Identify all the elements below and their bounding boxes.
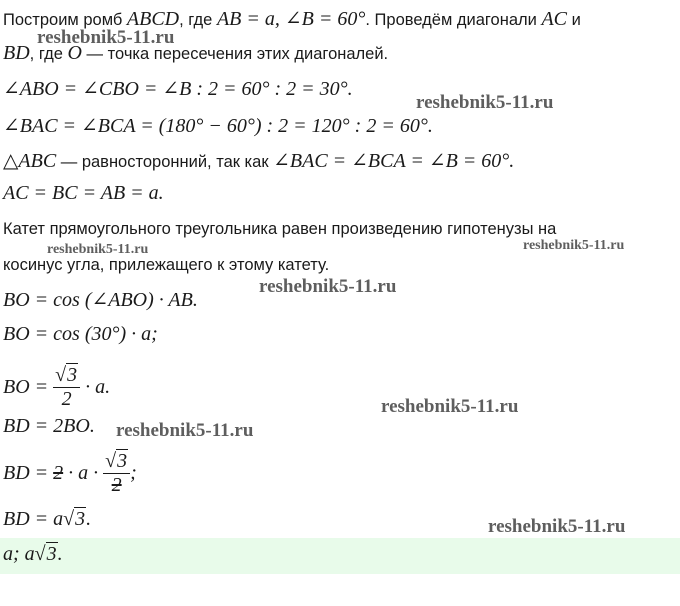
intro-text: Построим ромб: [3, 11, 127, 29]
sqrt-argument: 3: [117, 450, 128, 472]
equilateral-text: — равносторонний, так как: [56, 153, 274, 171]
fraction-numerator: [53, 364, 80, 388]
equation-lhs: BO =: [3, 376, 54, 399]
equation-lhs: BD =: [3, 462, 54, 485]
cancelled-two: 2: [53, 462, 64, 485]
sqrt-symbol: √: [105, 450, 117, 472]
equation-rhs: · a.: [80, 376, 111, 399]
watermark: reshebnik5-11.ru: [47, 242, 149, 257]
watermark: reshebnik5-11.ru: [523, 238, 625, 253]
equation-equilateral: [3, 148, 514, 173]
watermark: reshebnik5-11.ru: [116, 420, 254, 441]
intro-text: . Проведём диагонали: [365, 11, 542, 29]
sqrt-symbol: √: [63, 508, 75, 530]
watermark: reshebnik5-11.ru: [488, 516, 626, 537]
sqrt-argument: 3: [46, 543, 57, 565]
equation-bd-result: [3, 508, 91, 531]
angle-equality: ∠BAC = ∠BCA = ∠B = 60°.: [273, 150, 515, 172]
equation-lhs: BD = a: [3, 508, 64, 530]
intro-text: — точка пересечения этих диагоналей.: [81, 45, 389, 63]
watermark: reshebnik5-11.ru: [259, 276, 397, 297]
equation-angles-abo: ∠ABO = ∠CBO = ∠B : 2 = 60° : 2 = 30°.: [3, 78, 353, 100]
point-o: O: [67, 42, 82, 64]
rhombus-name: ABCD: [126, 8, 180, 30]
answer: [3, 543, 63, 566]
triangle-abc: △ABC: [3, 150, 57, 172]
intro-text: , где: [29, 45, 68, 63]
equation-bd-2bo: BD = 2BO.: [3, 415, 95, 437]
given-values: AB = a, ∠B = 60°: [216, 8, 366, 30]
equation-angles-bac: ∠BAC = ∠BCA = (180° − 60°) : 2 = 120° : 2 = 60°.: [3, 115, 433, 137]
equation-sides: AC = BC = AB = a.: [3, 182, 164, 204]
sqrt-symbol: √: [34, 543, 46, 565]
sqrt-symbol: √: [55, 364, 67, 386]
fraction-numerator: [103, 450, 130, 474]
intro-text: и: [567, 11, 581, 29]
sqrt: [35, 543, 58, 566]
sqrt-argument: 3: [67, 364, 78, 386]
fraction: [103, 450, 130, 495]
equation-end: .: [86, 508, 92, 530]
sqrt: [63, 508, 86, 531]
equation-middle: · a ·: [63, 462, 104, 485]
diagonal-bd: BD: [3, 42, 30, 64]
rule-line-2: косинус угла, прилежащего к этому катету.: [3, 256, 330, 274]
sqrt-argument: 3: [75, 508, 86, 530]
watermark: reshebnik5-11.ru: [416, 92, 554, 113]
sqrt: [55, 364, 78, 386]
equation-bo-fraction: [3, 366, 110, 411]
answer-end: .: [57, 543, 63, 565]
watermark: reshebnik5-11.ru: [37, 27, 175, 48]
equation-bo-30: BO = cos (30°) · a;: [3, 323, 158, 345]
equation-end: ;: [130, 462, 137, 485]
answer-prefix: a; a: [3, 543, 35, 565]
intro-text: , где: [179, 11, 217, 29]
diagonal-ac: AC: [541, 8, 567, 30]
equation-bd-fraction: [3, 452, 137, 497]
sqrt: [105, 450, 128, 472]
fraction: [53, 364, 80, 409]
watermark: reshebnik5-11.ru: [381, 396, 519, 417]
rule-line-1: Катет прямоугольного треугольника равен произведению гипотенузы на: [3, 220, 557, 238]
equation-bo-cos: BO = cos (∠ABO) · AB.: [3, 289, 198, 311]
answer-box: [0, 538, 680, 574]
fraction-denominator: 2: [61, 388, 72, 410]
fraction-denominator: 2: [111, 474, 122, 496]
